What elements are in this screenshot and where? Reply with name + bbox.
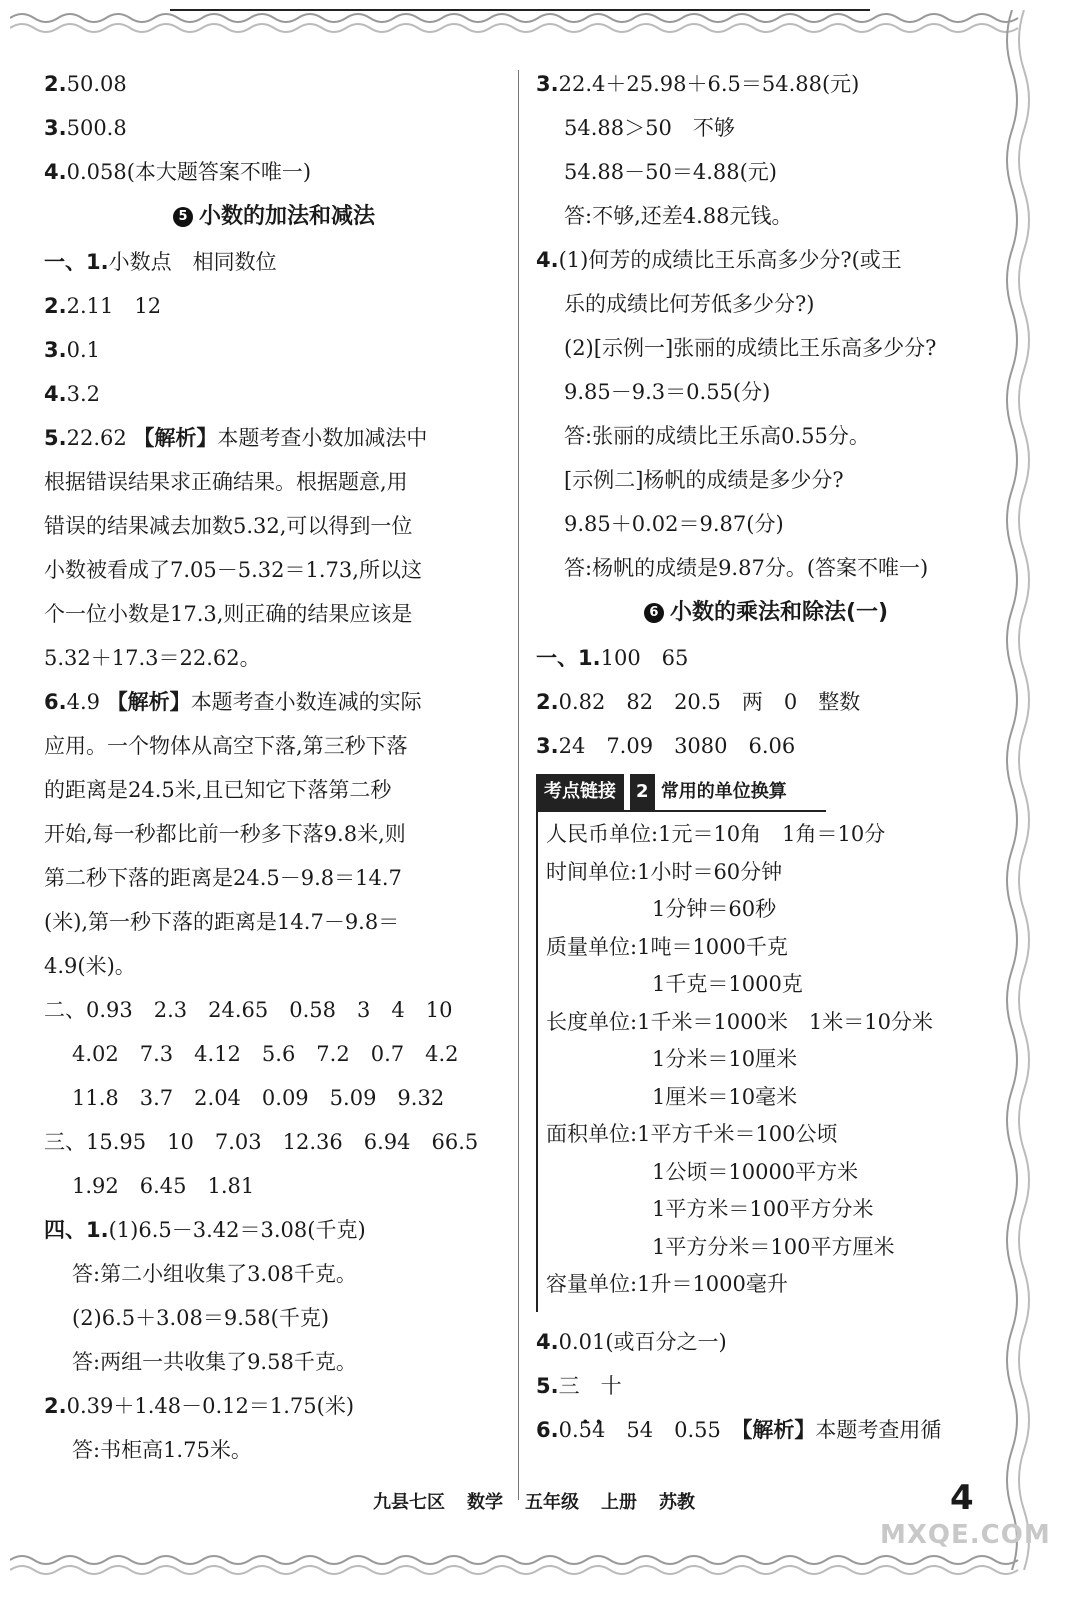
left-column	[44, 62, 504, 1472]
q6-first-line: 6.4.9 【解析】本题考查小数连减的实际	[44, 689, 422, 714]
wavy-border-bottom	[10, 1548, 1020, 1582]
q5-explanation-line: 5.32＋17.3＝22.62。	[44, 646, 261, 670]
page-number: 4	[950, 1478, 974, 1518]
unit-row: 时间单位:1小时＝60分钟	[546, 859, 783, 884]
unit-row: 人民币单位:1元＝10角 1角＝10分	[546, 822, 886, 846]
answer-line: 2.2.11 12	[44, 294, 162, 318]
part2-row: 二、0.93 2.3 24.65 0.58 3 4 10	[44, 998, 453, 1022]
answer-line: 9.85－9.3＝0.55(分)	[564, 380, 771, 404]
section-number-badge: 6	[644, 603, 664, 623]
wavy-border-top	[10, 8, 1020, 42]
q5-explanation-line: 个一位小数是17.3,则正确的结果应该是	[44, 602, 413, 626]
answer-line: 答:张丽的成绩比王乐高0.55分。	[564, 424, 870, 448]
unit-row: 1平方米＝100平方分米	[652, 1197, 874, 1221]
q6-explanation-line: (米),第一秒下落的距离是14.7－9.8＝	[44, 910, 400, 934]
q5-first-line: 5.22.62 【解析】本题考查小数加减法中	[44, 425, 428, 450]
part4-line: 答:第二小组收集了3.08千克。	[72, 1262, 357, 1286]
answer-line: 3.0.1	[44, 338, 100, 362]
answer-line: 2.50.08	[44, 72, 127, 96]
column-divider	[518, 70, 519, 1500]
section-title-6: 6 小数的乘法和除法(一)	[536, 590, 996, 636]
unit-row: 1分钟＝60秒	[652, 897, 777, 921]
answer-line: 3.22.4＋25.98＋6.5＝54.88(元)	[536, 72, 860, 96]
q5-explanation-line: 根据错误结果求正确结果。根据题意,用	[44, 470, 408, 494]
part3-row: 三、15.95 10 7.03 12.36 6.94 66.5	[44, 1130, 479, 1154]
part2-row: 11.8 3.7 2.04 0.09 5.09 9.32	[72, 1086, 445, 1110]
part4-line: 答:书柜高1.75米。	[72, 1438, 252, 1462]
kaodian-header: 考点链接 2 常用的单位换算	[536, 774, 826, 812]
answer-line: 一、1.100 65	[536, 646, 689, 670]
answer-line: 答:不够,还差4.88元钱。	[564, 204, 793, 228]
page-footer: 九县七区 数学 五年级 上册 苏教	[373, 1492, 695, 1513]
unit-row: 1分米＝10厘米	[652, 1047, 798, 1071]
q6-explanation-line: 第二秒下落的距离是24.5－9.8＝14.7	[44, 866, 402, 890]
answer-line: 6.0.· 5· 4 54 0.55 【解析】本题考查用循	[536, 1408, 996, 1452]
right-column	[536, 62, 996, 1452]
answer-line: 2.0.82 82 20.5 两 0 整数	[536, 690, 861, 714]
unit-row: 面积单位:1平方千米＝100公顷	[546, 1122, 838, 1146]
repeating-digit: · 4	[592, 1418, 605, 1442]
q6-explanation-line: 4.9(米)。	[44, 954, 136, 978]
answer-line: 4.3.2	[44, 382, 100, 406]
part2-row: 4.02 7.3 4.12 5.6 7.2 0.7 4.2	[72, 1042, 459, 1066]
answer-line: 54.88－50＝4.88(元)	[564, 160, 777, 184]
unit-row: 长度单位:1千米＝1000米 1米＝10分米	[546, 1009, 933, 1034]
answer-line: [示例二]杨帆的成绩是多少分?	[564, 468, 844, 492]
answer-line: 5.三 十	[536, 1373, 622, 1398]
unit-row: 容量单位:1升＝1000毫升	[546, 1272, 788, 1296]
answer-line: (2)[示例一]张丽的成绩比王乐高多少分?	[564, 336, 937, 360]
answer-line: 4.0.01(或百分之一)	[536, 1329, 727, 1354]
repeating-digit: · 5	[579, 1418, 592, 1442]
part4-line: 四、1.(1)6.5－3.42＝3.08(千克)	[44, 1218, 366, 1242]
q6-explanation-line: 开始,每一秒都比前一秒多下落9.8米,则	[44, 822, 406, 846]
answer-line: 3.24 7.09 3080 6.06	[536, 734, 796, 758]
q6-explanation-line: 应用。一个物体从高空下落,第三秒下落	[44, 734, 408, 758]
answer-line: 一、1.小数点 相同数位	[44, 250, 277, 274]
part4-line: (2)6.5＋3.08＝9.58(千克)	[72, 1306, 330, 1330]
wavy-border-right	[998, 10, 1038, 1570]
unit-conversion-box	[536, 812, 996, 1312]
answer-line: 9.85＋0.02＝9.87(分)	[564, 512, 784, 536]
unit-row: 1厘米＝10毫米	[652, 1084, 798, 1109]
answer-line: 3.500.8	[44, 116, 127, 140]
part4-line: 2.0.39＋1.48－0.12＝1.75(米)	[44, 1394, 355, 1418]
q6-explanation-line: 的距离是24.5米,且已知它下落第二秒	[44, 778, 392, 802]
answer-line: 乐的成绩比何芳低多少分?)	[564, 292, 815, 316]
answer-line: 4.0.058(本大题答案不唯一)	[44, 160, 312, 184]
unit-row: 1公顷＝10000平方米	[652, 1159, 859, 1184]
unit-row: 1平方分米＝100平方厘米	[652, 1234, 895, 1259]
answer-line: 54.88＞50 不够	[564, 116, 735, 140]
q5-explanation-line: 小数被看成了7.05－5.32＝1.73,所以这	[44, 558, 422, 582]
q5-explanation-line: 错误的结果减去加数5.32,可以得到一位	[44, 514, 413, 538]
answer-line: 4.(1)何芳的成绩比王乐高多少分?(或王	[536, 248, 902, 272]
answer-line: 答:杨帆的成绩是9.87分。(答案不唯一)	[564, 556, 929, 580]
section-number-badge: 5	[173, 207, 193, 227]
part4-line: 答:两组一共收集了9.58千克。	[72, 1350, 357, 1374]
unit-row: 1千克＝1000克	[652, 972, 803, 996]
section-title-5: 5 小数的加法和减法	[44, 194, 504, 240]
unit-row: 质量单位:1吨＝1000千克	[546, 934, 788, 959]
watermark: MXQE.COM	[880, 1520, 1051, 1550]
part3-row: 1.92 6.45 1.81	[72, 1174, 255, 1198]
